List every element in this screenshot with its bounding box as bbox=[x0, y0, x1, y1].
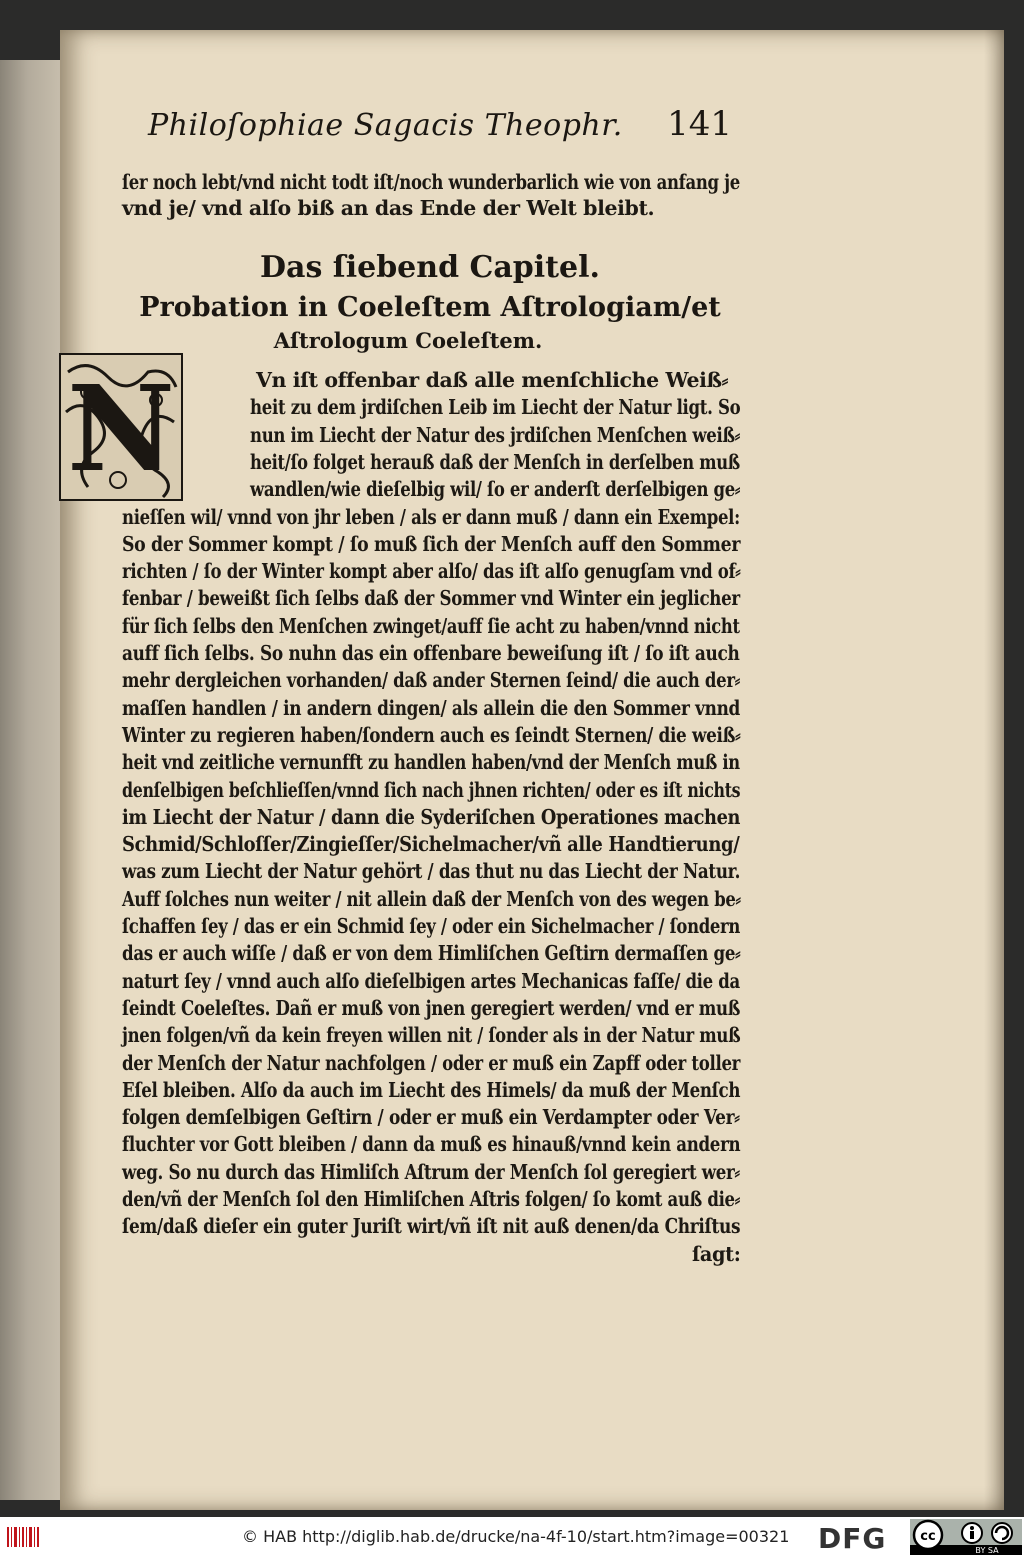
body-line: nieſſen wil/ vnnd von jhr leben / als er dann muß / dann ein Exempel: bbox=[122, 505, 740, 529]
viewer-footer bbox=[0, 1517, 1024, 1557]
body-line: auff ſich ſelbs. So nuhn das ein offenbare beweiſung iſt / ſo iſt auch bbox=[122, 641, 740, 665]
dfg-logo: DFG bbox=[818, 1522, 887, 1555]
body-line: mehr dergleichen vorhanden/ daß ander Sternen ſeind/ die auch der⸗ bbox=[122, 668, 740, 692]
body-line: im Liecht der Natur / dann die Syderiſchen Operationes machen bbox=[122, 805, 741, 829]
body-line: was zum Liecht der Natur gehört / das thut nu das Liecht der Natur. bbox=[122, 859, 741, 883]
body-line: das er auch wiſſe / daß er von dem Himliſchen Geſtirn dermaſſen ge⸗ bbox=[122, 941, 741, 965]
body-line: maſſen handlen / in andern dingen/ als allein die den Sommer vnnd bbox=[122, 696, 740, 720]
body-line: naturt ſey / vnnd auch alſo dieſelbigen artes Mechanicas faſſe/ die da bbox=[122, 969, 740, 993]
barcode-icon bbox=[6, 1525, 40, 1549]
body-line: ſem/daß dieſer ein guter Juriſt wirt/vñ iſt nit auß denen/da Chriſtus bbox=[122, 1214, 741, 1238]
body-line: weg. So nu durch das Himliſch Aſtrum der Menſch ſol geregiert wer⸗ bbox=[122, 1160, 740, 1184]
body-line: heit zu dem jrdiſchen Leib im Liecht der Natur ligt. So bbox=[250, 395, 741, 419]
svg-text:cc: cc bbox=[920, 1529, 936, 1544]
body-line: fenbar / beweißt ſich ſelbs daß der Sommer vnd Winter ein jeglicher bbox=[122, 586, 740, 610]
body-line: denſelbigen beſchlieſſen/vnnd ſich nach jhnen richten/ oder es iſt nichts bbox=[122, 778, 741, 802]
chapter-title: Das ſiebend Capitel. bbox=[260, 250, 600, 285]
decorated-initial-n bbox=[58, 352, 184, 502]
body-line: der Menſch der Natur nachfolgen / oder er muß ein Zapff oder toller bbox=[122, 1051, 741, 1075]
running-title: Philoſophiae Sagacis Theophr. bbox=[148, 108, 623, 143]
body-line: ſeindt Coeleſtes. Dañ er muß von jnen geregiert werden/ vnd er muß bbox=[122, 996, 741, 1020]
chapter-subtitle-2: Aſtrologum Coeleſtem. bbox=[273, 328, 543, 353]
license-badge: BY SA bbox=[975, 1546, 999, 1555]
page-edge-shadow bbox=[984, 30, 1004, 1510]
body-line: ſchaffen ſey / das er ein Schmid ſey / oder ein Sichelmacher / ſondern bbox=[122, 914, 741, 938]
body-line: heit/ſo folget herauß daß der Menſch in derſelben muß bbox=[250, 450, 740, 474]
page-number: 141 bbox=[667, 104, 732, 144]
catchword: ſagt: bbox=[692, 1242, 741, 1266]
initial-letter: N bbox=[67, 359, 175, 498]
body-line: Eſel bleiben. Alſo da auch im Liecht des Himels/ da muß der Menſch bbox=[122, 1078, 741, 1102]
body-line: fluchter vor Gott bleiben / dann da muß es hinauß/vnnd kein andern bbox=[122, 1132, 741, 1156]
body-line: Auff ſolches nun weiter / nit allein daß der Menſch von des wegen be⸗ bbox=[122, 887, 741, 911]
copyright-link[interactable]: © HAB http://diglib.hab.de/drucke/na-4f-10/start.htm?image=00321 bbox=[242, 1527, 790, 1546]
chapter-subtitle: Probation in Coeleſtem Aſtrologiam/et bbox=[139, 292, 721, 323]
body-line: Vn iſt offenbar daß alle menſchliche Weiß⸗ bbox=[256, 368, 729, 392]
body-line: Winter zu regieren haben/ſondern auch es ſeindt Sternen/ die weiß⸗ bbox=[122, 723, 741, 747]
body-line: den/vñ der Menſch ſol den Himliſchen Aſtris folgen/ ſo komt auß die⸗ bbox=[122, 1187, 740, 1211]
body-line: folgen demſelbigen Geſtirn / oder er muß ein Verdampter oder Ver⸗ bbox=[122, 1105, 740, 1129]
creative-commons-badge[interactable] bbox=[910, 1519, 1022, 1555]
continuation-line: ſer noch lebt/vnd nicht todt iſt/noch wunderbarlich wie von anfang je bbox=[122, 170, 740, 194]
continuation-line: vnd je/ vnd alſo biß an das Ende der Welt bleibt. bbox=[122, 196, 655, 220]
body-line: So der Sommer kompt / ſo muß ſich der Menſch auff den Sommer bbox=[122, 532, 741, 556]
body-line: richten / ſo der Winter kompt aber alſo/ das iſt alſo genugſam vnd of⸗ bbox=[122, 559, 741, 583]
body-line: heit vnd zeitliche vernunfft zu handlen haben/vnd der Menſch muß in bbox=[122, 750, 740, 774]
body-line: Schmid/Schloſſer/Zingieſſer/Sichelmacher/vñ alle Handtierung/ bbox=[122, 832, 740, 856]
running-head bbox=[148, 104, 732, 154]
body-line: jnen folgen/vñ da kein freyen willen nit / ſonder als in der Natur muß bbox=[122, 1023, 741, 1047]
body-line: wandlen/wie dieſelbig wil/ ſo er anderſt derſelbigen ge⸗ bbox=[250, 477, 741, 501]
body-line: für ſich ſelbs den Menſchen zwinget/auff ſie acht zu haben/vnnd nicht bbox=[122, 614, 740, 638]
body-line: nun im Liecht der Natur des jrdiſchen Menſchen weiß⸗ bbox=[250, 423, 740, 447]
